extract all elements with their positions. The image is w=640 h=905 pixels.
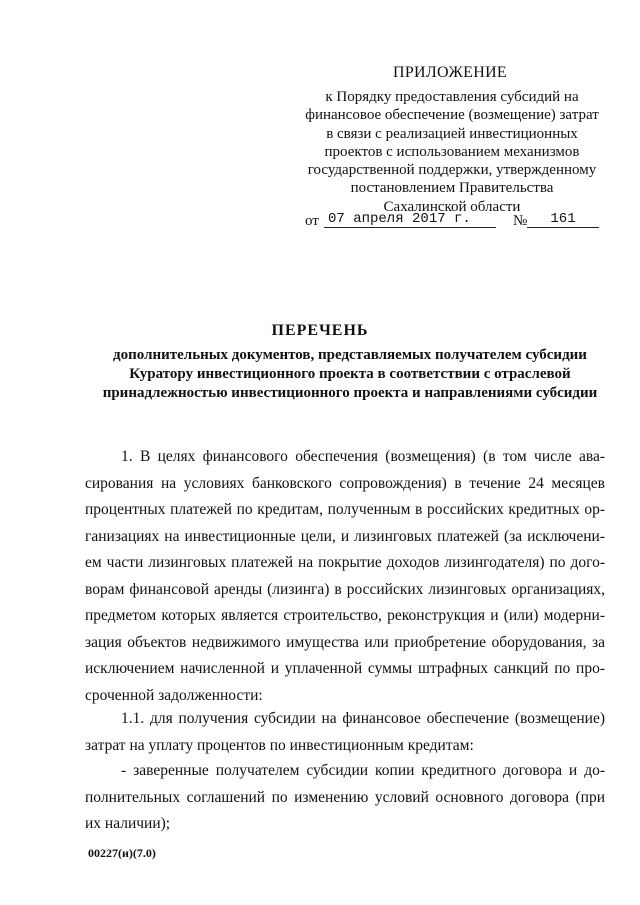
appendix-line: государственной поддержки, утвержденному [307, 162, 597, 179]
appendix-line: в связи с реализацией инвестиционных [326, 125, 578, 142]
paragraph-line: ем части лизинговых платежей на покрытие доходов лизингодателя) по дого- [85, 554, 605, 571]
paragraph-line: ганизациях на инвестиционные цели, и лизинговых платежей (за исключени- [85, 527, 605, 545]
paragraph-line: их наличии); [85, 815, 171, 832]
footer-code: 00227(и)(7.0) [88, 846, 156, 860]
paragraph-line: предметом которых является строительство, реконструкция и (или) модерни- [85, 607, 605, 624]
list-subtitle [80, 346, 620, 403]
subtitle-line: принадлежностью инвестиционного проекта и направлениями субсидии [102, 385, 598, 401]
paragraph-line: 1.1. для получения субсидии на финансовое обеспечение (возмещение) [121, 710, 605, 727]
paragraph-item [85, 758, 605, 838]
subtitle-line: дополнительных документов, представляемых получателем субсидии [113, 347, 587, 363]
paragraph-line: 1. В целях финансового обеспечения (возмещения) (в том числе ава- [121, 448, 605, 465]
paragraph-line: исключением начисленной и уплаченной суммы штрафных санкций по про- [85, 660, 605, 677]
paragraph-1 [85, 444, 605, 709]
appendix-title: ПРИЛОЖЕНИЕ [392, 64, 507, 81]
appendix-line: финансовое обеспечение (возмещение) затрат [305, 107, 599, 124]
paragraph-line: ворам финансовой аренды (лизинга) в российских лизинговых организациях, [85, 580, 605, 598]
paragraph-line: сирования на условиях банковского сопровождения) в течение 24 месяцев [85, 474, 605, 492]
paragraph-line: - заверенные получателем субсидии копии кредитного договора и до- [121, 762, 605, 779]
number-label: № [513, 213, 528, 229]
subtitle-line: Куратору инвестиционного проекта в соответствии с отраслевой [129, 366, 571, 382]
decree-number: 161 [527, 211, 599, 228]
appendix-line: проектов с использованием механизмов [324, 143, 580, 160]
decree-date: 07 апреля 2017 г. [324, 211, 496, 228]
decree-date-number [305, 211, 605, 235]
appendix-body [292, 88, 612, 216]
appendix-line: постановлением Правительства [350, 180, 554, 197]
paragraph-line: процентных платежей по кредитам, полученным в российских кредитных ор- [85, 501, 605, 518]
paragraph-line: полнительных соглашений по изменению условий основного договора (при [85, 788, 605, 806]
list-title: ПЕРЕЧЕНЬ [271, 322, 369, 339]
paragraph-line: зация объектов недвижимого имущества или приобретение оборудования, за [85, 633, 605, 651]
appendix-line: к Порядку предоставления субсидий на [325, 89, 579, 105]
paragraph-1-1 [85, 706, 605, 759]
paragraph-line: сроченной задолженности: [85, 686, 263, 704]
from-label: от [305, 213, 319, 229]
paragraph-line: затрат на уплату процентов по инвестиционным кредитам: [85, 736, 474, 754]
appendix-line: Сахалинской области [383, 198, 521, 215]
